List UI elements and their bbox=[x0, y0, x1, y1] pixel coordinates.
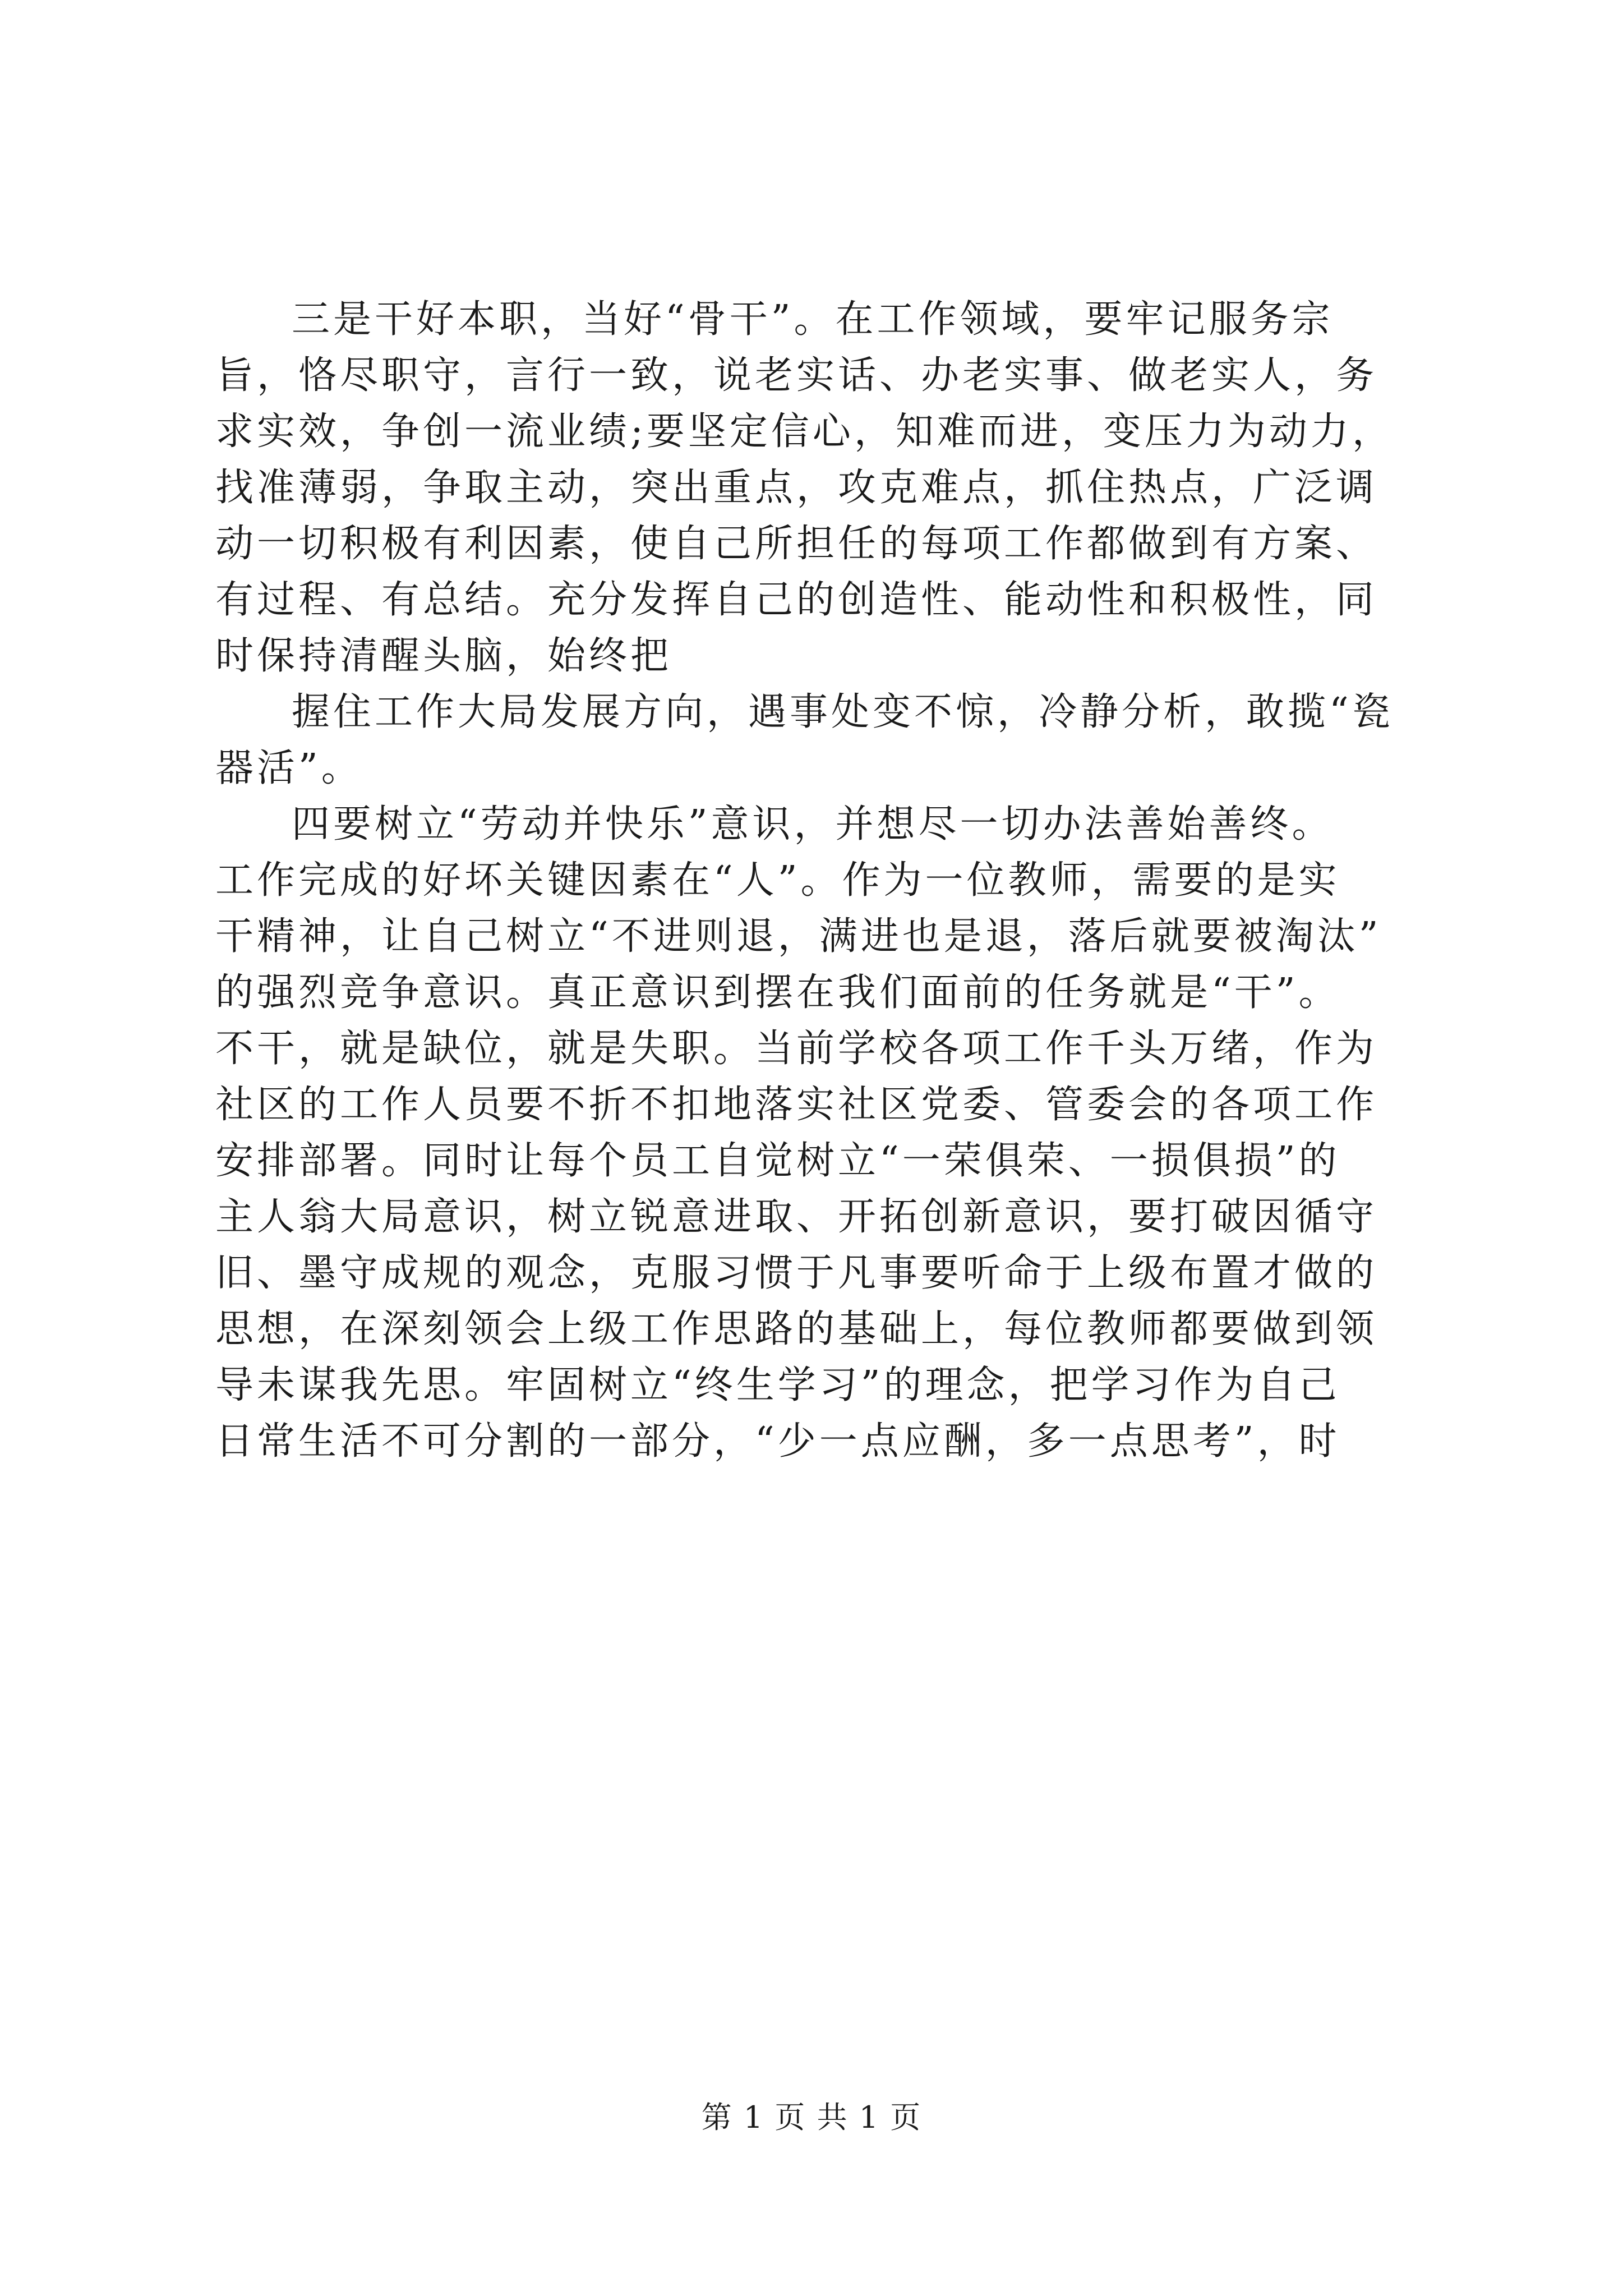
paragraph-4-line-9: 旧、墨守成规的观念，克服习惯于凡事要听命于上级布置才做的 bbox=[215, 1251, 1378, 1295]
paragraph-3b-line-1: 握住工作大局发展方向，遇事处变不惊，冷静分析，敢揽“瓷 bbox=[292, 690, 1394, 734]
paragraph-4-line-4: 的强烈竞争意识。真正意识到摆在我们面前的任务就是“干”。 bbox=[215, 970, 1340, 1015]
paragraph-3-line-3: 求实效，争创一流业绩;要坚定信心，知难而进，变压力为动力， bbox=[215, 409, 1394, 454]
paragraph-4-line-5: 不干，就是缺位，就是失职。当前学校各项工作千头万绪，作为 bbox=[215, 1027, 1378, 1071]
paragraph-3-line-2: 旨，恪尽职守，言行一致，说老实话、办老实事、做老实人，务 bbox=[215, 353, 1378, 398]
page-number-footer: 第 1 页 共 1 页 bbox=[701, 2100, 922, 2135]
paragraph-3-line-4: 找准薄弱，争取主动，突出重点，攻克难点，抓住热点，广泛调 bbox=[215, 466, 1378, 510]
paragraph-4-line-2: 工作完成的好坏关键因素在“人”。作为一位教师，需要的是实 bbox=[215, 858, 1340, 903]
paragraph-3-line-5: 动一切积极有利因素，使自己所担任的每项工作都做到有方案、 bbox=[215, 522, 1378, 566]
paragraph-4-line-8: 主人翁大局意识，树立锐意进取、开拓创新意识，要打破因循守 bbox=[215, 1195, 1378, 1239]
paragraph-4-line-10: 思想，在深刻领会上级工作思路的基础上，每位教师都要做到领 bbox=[215, 1307, 1378, 1351]
document-body bbox=[215, 292, 1505, 1470]
paragraph-4-line-1: 四要树立“劳动并快乐”意识，并想尽一切办法善始善终。 bbox=[292, 802, 1334, 846]
paragraph-3-line-1: 三是干好本职，当好“骨干”。在工作领域，要牢记服务宗 bbox=[292, 297, 1334, 342]
paragraph-4-line-11: 导未谋我先思。牢固树立“终生学习”的理念，把学习作为自己 bbox=[215, 1363, 1340, 1407]
paragraph-3-line-6: 有过程、有总结。充分发挥自己的创造性、能动性和积极性，同 bbox=[215, 578, 1378, 622]
paragraph-4-line-12: 日常生活不可分割的一部分，“少一点应酬，多一点思考”，时 bbox=[215, 1419, 1340, 1464]
paragraph-4-line-6: 社区的工作人员要不折不扣地落实社区党委、管委会的各项工作 bbox=[215, 1083, 1378, 1127]
paragraph-3-line-7: 时保持清醒头脑，始终把 bbox=[215, 634, 672, 678]
paragraph-4-line-3: 干精神，让自己树立“不进则退，满进也是退，落后就要被淘汰” bbox=[215, 914, 1382, 959]
paragraph-3b-line-2: 器活”。 bbox=[215, 746, 363, 790]
paragraph-4-line-7: 安排部署。同时让每个员工自觉树立“一荣俱荣、一损俱损”的 bbox=[215, 1139, 1340, 1183]
